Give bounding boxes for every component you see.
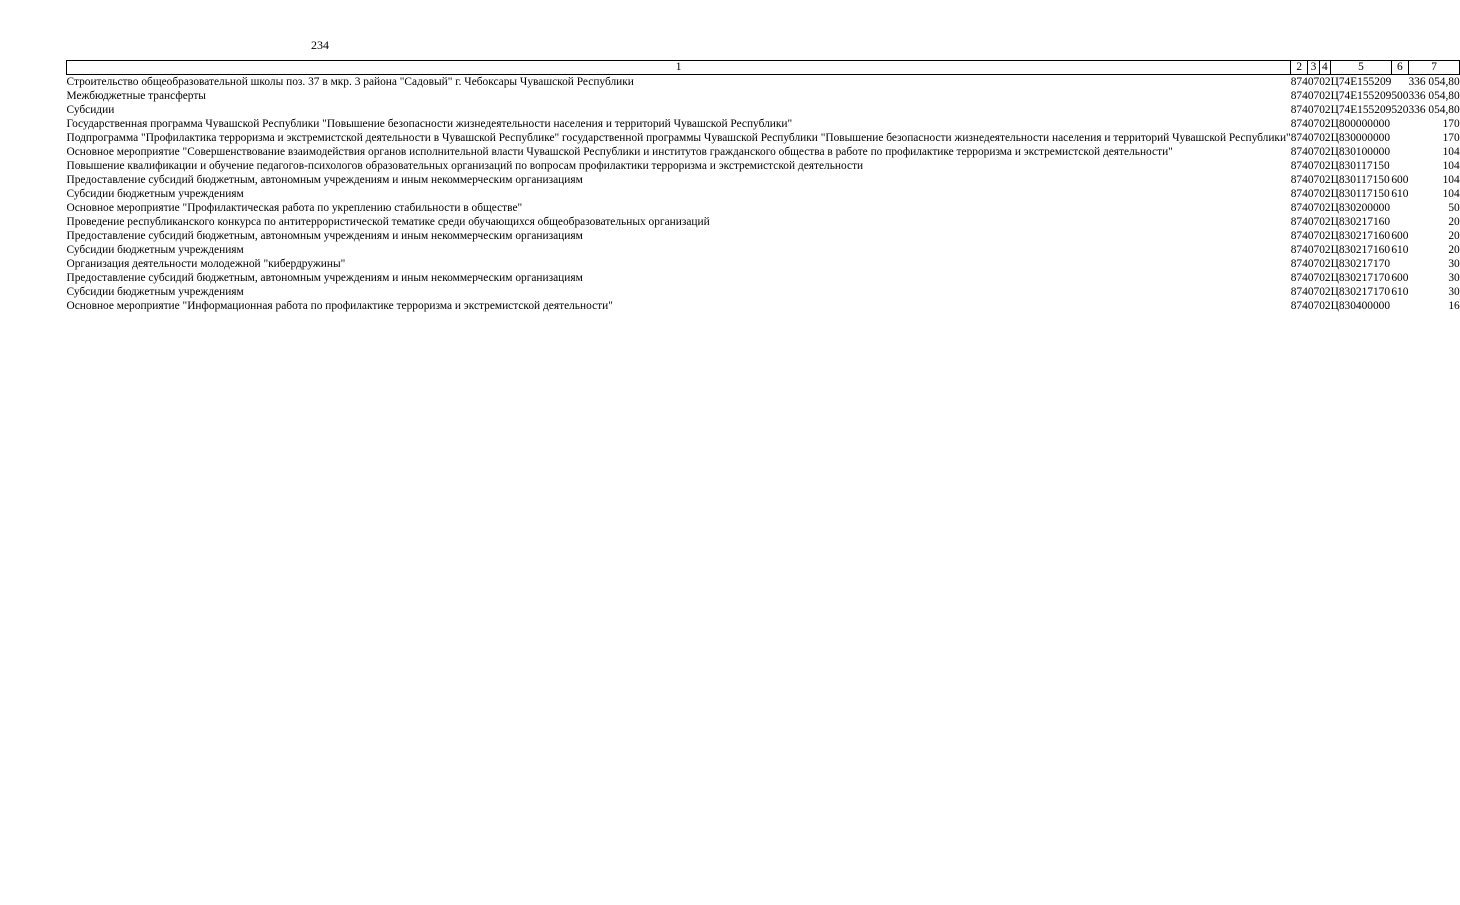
row-section-code: 07 xyxy=(1307,90,1320,102)
row-name: Предоставление субсидий бюджетным, автономным учреждениям и иным некоммерческим организациям xyxy=(66,230,583,242)
row-subsection-code: 02 xyxy=(1319,174,1331,186)
row-section-code: 07 xyxy=(1307,258,1320,270)
table-row xyxy=(67,285,1460,299)
row-name: Субсидии бюджетным учреждениям xyxy=(66,286,244,298)
row-ministry-code: 874 xyxy=(1290,174,1308,186)
row-subsection-code: 02 xyxy=(1319,202,1331,214)
row-ministry-code: 874 xyxy=(1290,160,1308,172)
table-row xyxy=(67,243,1460,257)
row-name: Подпрограмма "Профилактика терроризма и экстремистской деятельности в Чувашской Республике" государственной программы Чувашской Республики "Повышение безопасности жизнедеятельности населения и территорий Чувашской Республики" xyxy=(66,132,1291,144)
header-cell-section: 3 xyxy=(1308,61,1319,75)
row-ministry-code: 874 xyxy=(1290,272,1308,284)
table-row xyxy=(67,215,1460,229)
row-name: Организация деятельности молодежной "кибердружины" xyxy=(66,258,346,270)
header-cell-subsection: 4 xyxy=(1319,61,1330,75)
row-target-article: Ц830117150 xyxy=(1330,160,1390,172)
row-name: Предоставление субсидий бюджетным, автономным учреждениям и иным некоммерческим организациям xyxy=(66,174,583,186)
row-target-article: Ц74E155209 xyxy=(1330,76,1392,88)
row-section-code: 07 xyxy=(1307,104,1320,116)
row-name: Предоставление субсидий бюджетным, автономным учреждениям и иным некоммерческим организациям xyxy=(66,272,583,284)
row-ministry-code: 874 xyxy=(1290,244,1308,256)
row-amount: 50 xyxy=(1448,202,1460,214)
row-target-article: Ц830217160 xyxy=(1330,230,1391,242)
row-ministry-code: 874 xyxy=(1290,146,1308,158)
row-amount: 30 xyxy=(1448,286,1460,298)
page-number: 234 xyxy=(311,38,329,52)
row-expense-type xyxy=(1391,257,1408,271)
row-target-article: Ц830217170 xyxy=(1330,272,1391,284)
table-row xyxy=(67,117,1460,131)
table-header xyxy=(67,61,1460,75)
row-section-code: 07 xyxy=(1307,286,1320,298)
row-target-article: Ц830117150 xyxy=(1330,188,1390,200)
row-section-code: 07 xyxy=(1307,76,1320,88)
row-subsection-code: 02 xyxy=(1319,90,1331,102)
row-ministry-code: 874 xyxy=(1290,230,1308,242)
row-section-code: 07 xyxy=(1307,132,1320,144)
row-section-code: 07 xyxy=(1307,118,1320,130)
row-subsection-code: 02 xyxy=(1319,146,1331,158)
row-amount: 336 054,80 xyxy=(1408,104,1460,116)
row-amount: 30 xyxy=(1448,272,1460,284)
row-target-article: Ц830217170 xyxy=(1330,258,1391,270)
row-target-article: Ц830217170 xyxy=(1330,286,1391,298)
row-subsection-code: 02 xyxy=(1319,258,1331,270)
row-amount: 336 054,80 xyxy=(1408,76,1460,88)
row-target-article: Ц830117150 xyxy=(1330,174,1390,186)
row-name: Повышение квалификации и обучение педагогов-психологов образовательных организаций по вопросам профилактики терроризма и экстремистской деятельности xyxy=(66,160,864,172)
row-amount: 170 xyxy=(1442,132,1460,144)
header-cell-name: 1 xyxy=(67,61,1291,75)
header-cell-expense-type: 6 xyxy=(1391,61,1408,75)
row-section-code: 07 xyxy=(1307,160,1320,172)
table-row xyxy=(67,201,1460,215)
row-name: Основное мероприятие "Совершенствование взаимодействия органов исполнительной власти Чувашской Республики и институтов гражданского общества в работе по профилактике терроризма и экстремистской деятельности" xyxy=(66,146,1173,158)
row-name: Основное мероприятие "Профилактическая работа по укреплению стабильности в обществе" xyxy=(66,202,523,214)
row-subsection-code: 02 xyxy=(1319,160,1331,172)
row-subsection-code: 02 xyxy=(1319,230,1331,242)
table-body xyxy=(67,75,1460,314)
row-section-code: 07 xyxy=(1307,300,1320,312)
table-row xyxy=(67,75,1460,90)
table-row xyxy=(67,229,1460,243)
row-target-article: Ц830217160 xyxy=(1330,244,1391,256)
row-name: Межбюджетные трансферты xyxy=(66,90,206,102)
table-row xyxy=(67,173,1460,187)
table-row xyxy=(67,299,1460,313)
table-row xyxy=(67,89,1460,103)
row-ministry-code: 874 xyxy=(1290,76,1308,88)
row-ministry-code: 874 xyxy=(1290,118,1308,130)
row-amount: 20 xyxy=(1448,244,1460,256)
row-expense-type xyxy=(1391,201,1408,215)
row-expense-type xyxy=(1391,75,1408,90)
row-amount: 20 xyxy=(1448,216,1460,228)
row-section-code: 07 xyxy=(1307,202,1320,214)
row-name: Субсидии бюджетным учреждениям xyxy=(66,244,244,256)
table-row xyxy=(67,131,1460,145)
row-section-code: 07 xyxy=(1307,216,1320,228)
row-ministry-code: 874 xyxy=(1290,300,1308,312)
row-target-article: Ц800000000 xyxy=(1330,118,1391,130)
budget-table xyxy=(66,60,1460,313)
row-expense-type xyxy=(1391,159,1408,173)
row-section-code: 07 xyxy=(1307,244,1320,256)
row-ministry-code: 874 xyxy=(1290,258,1308,270)
row-section-code: 07 xyxy=(1307,146,1320,158)
header-cell-ministry: 2 xyxy=(1291,61,1308,75)
row-target-article: Ц830000000 xyxy=(1330,132,1391,144)
row-target-article: Ц830217160 xyxy=(1330,216,1391,228)
row-amount: 170 xyxy=(1442,118,1460,130)
row-amount: 104 xyxy=(1442,160,1460,172)
row-subsection-code: 02 xyxy=(1319,188,1331,200)
row-amount: 104 xyxy=(1442,174,1460,186)
row-subsection-code: 02 xyxy=(1319,286,1331,298)
row-subsection-code: 02 xyxy=(1319,300,1331,312)
row-amount: 104 xyxy=(1442,146,1460,158)
header-cell-target-article: 5 xyxy=(1331,61,1392,75)
row-expense-type xyxy=(1391,215,1408,229)
row-ministry-code: 874 xyxy=(1290,90,1308,102)
row-amount: 104 xyxy=(1442,188,1460,200)
row-subsection-code: 02 xyxy=(1319,244,1331,256)
row-amount: 16 xyxy=(1448,300,1460,312)
row-name: Основное мероприятие "Информационная работа по профилактике терроризма и экстремистской деятельности" xyxy=(66,300,613,312)
row-name: Строительство общеобразовательной школы поз. 37 в мкр. 3 района "Садовый" г. Чебоксары Чувашской Республики xyxy=(66,76,634,88)
table-row xyxy=(67,187,1460,201)
row-amount: 336 054,80 xyxy=(1408,90,1460,102)
row-ministry-code: 874 xyxy=(1290,286,1308,298)
table-row xyxy=(67,271,1460,285)
row-section-code: 07 xyxy=(1307,230,1320,242)
row-name: Субсидии xyxy=(66,104,115,116)
row-section-code: 07 xyxy=(1307,174,1320,186)
row-ministry-code: 874 xyxy=(1290,188,1308,200)
row-target-article: Ц74E155209 xyxy=(1330,104,1392,116)
row-expense-type: 610 xyxy=(1391,286,1409,298)
header-row xyxy=(67,61,1460,75)
row-amount: 20 xyxy=(1448,230,1460,242)
row-subsection-code: 02 xyxy=(1319,132,1331,144)
row-section-code: 07 xyxy=(1307,188,1320,200)
row-name: Проведение республиканского конкурса по антитеррористической тематике среди обучающихся общеобразовательных организаций xyxy=(66,216,710,228)
row-section-code: 07 xyxy=(1307,272,1320,284)
table-row xyxy=(67,145,1460,159)
table-row xyxy=(67,103,1460,117)
row-subsection-code: 02 xyxy=(1319,272,1331,284)
row-target-article: Ц74E155209 xyxy=(1330,90,1392,102)
row-expense-type xyxy=(1391,145,1408,159)
row-expense-type: 600 xyxy=(1391,272,1409,284)
row-target-article: Ц830100000 xyxy=(1330,146,1391,158)
row-ministry-code: 874 xyxy=(1290,216,1308,228)
row-target-article: Ц830400000 xyxy=(1330,300,1391,312)
row-name: Государственная программа Чувашской Республики "Повышение безопасности жизнедеятельности населения и территорий Чувашской Республики" xyxy=(66,118,793,130)
row-expense-type xyxy=(1391,117,1408,131)
row-expense-type: 600 xyxy=(1391,174,1409,186)
row-ministry-code: 874 xyxy=(1290,104,1308,116)
header-cell-amount: 7 xyxy=(1408,61,1459,75)
row-expense-type: 500 xyxy=(1391,90,1409,102)
row-name: Субсидии бюджетным учреждениям xyxy=(66,188,244,200)
table-row xyxy=(67,257,1460,271)
row-ministry-code: 874 xyxy=(1290,132,1308,144)
row-expense-type: 520 xyxy=(1391,104,1409,116)
row-expense-type: 600 xyxy=(1391,230,1409,242)
row-subsection-code: 02 xyxy=(1319,76,1331,88)
row-expense-type xyxy=(1391,131,1408,145)
row-expense-type xyxy=(1391,299,1408,313)
row-target-article: Ц830200000 xyxy=(1330,202,1391,214)
row-subsection-code: 02 xyxy=(1319,104,1331,116)
table-row xyxy=(67,159,1460,173)
row-subsection-code: 02 xyxy=(1319,216,1331,228)
row-expense-type: 610 xyxy=(1391,244,1409,256)
row-amount: 30 xyxy=(1448,258,1460,270)
row-ministry-code: 874 xyxy=(1290,202,1308,214)
row-subsection-code: 02 xyxy=(1319,118,1331,130)
row-expense-type: 610 xyxy=(1391,188,1409,200)
